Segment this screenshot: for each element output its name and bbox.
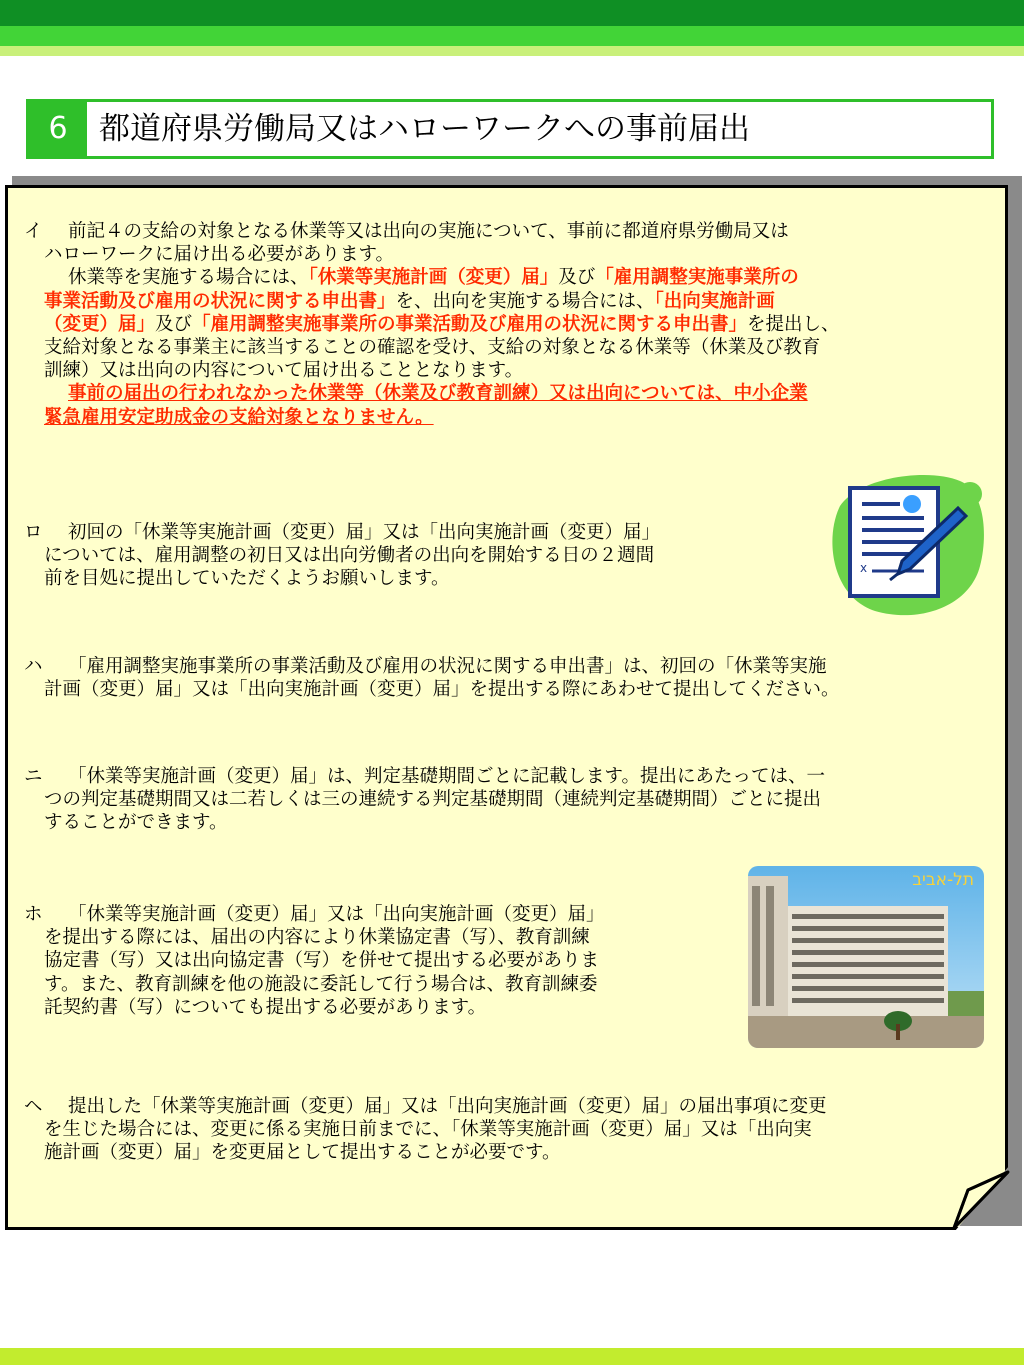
warning-text: 緊急雇用安定助成金の支給対象となりません。 bbox=[44, 406, 434, 428]
paragraph-i bbox=[24, 220, 1014, 429]
form-name-emphasis: 「雇用調整実施事業所の bbox=[595, 267, 799, 289]
text-line: 提出した「休業等実施計画（変更）届」又は「出向実施計画（変更）届」の届出事項に変更 bbox=[68, 1096, 827, 1117]
text-line: 支給対象となる事業主に該当することの確認を受け、支給の対象となる休業等（休業及び教育 bbox=[44, 337, 821, 359]
text-line: 訓練）又は出向の内容について届け出ることとなります。 bbox=[44, 360, 524, 382]
text-line: を提出する際には、届出の内容により休業協定書（写）、教育訓練 bbox=[44, 927, 590, 949]
text-run: 休業等を実施する場合には、 bbox=[68, 267, 309, 289]
text-line: 計画（変更）届」又は「出向実施計画（変更）届」を提出する際にあわせて提出してください。 bbox=[44, 679, 840, 701]
text-line: 「雇用調整実施事業所の事業活動及び雇用の状況に関する申出書」は、初回の「休業等実施 bbox=[68, 656, 827, 677]
text-run: を提出し、 bbox=[747, 313, 840, 335]
text-line: 協定書（写）又は出向協定書（写）を併せて提出する必要がありま bbox=[44, 950, 600, 972]
section-number: 6 bbox=[29, 102, 87, 156]
text-line: することができます。 bbox=[44, 812, 228, 834]
form-name-emphasis: （変更）届」 bbox=[44, 313, 156, 335]
paragraph-ni bbox=[24, 765, 1014, 835]
text-run: を、出向を実施する場合には、 bbox=[395, 290, 655, 312]
form-name-emphasis: 「休業等実施計画（変更）届」 bbox=[308, 267, 559, 289]
paragraph-marker: ヘ bbox=[24, 1096, 43, 1117]
section-title-text: 都道府県労働局又はハローワークへの事前届出 bbox=[99, 111, 750, 147]
text-line: つの判定基礎期間又は二若しくは三の連続する判定基礎期間（連続判定基礎期間）ごとに提出 bbox=[44, 789, 822, 811]
paragraph-marker: ハ bbox=[24, 656, 43, 677]
paragraph-marker: ニ bbox=[24, 766, 43, 787]
text-line bbox=[44, 313, 1014, 336]
paragraph-marker: イ bbox=[24, 221, 43, 242]
text-line: 前を目処に提出していただくようお願いします。 bbox=[44, 568, 450, 590]
paragraph-ro bbox=[24, 521, 804, 591]
text-line: 託契約書（写）についても提出する必要があります。 bbox=[44, 996, 487, 1018]
photo-caption: תל-אביב bbox=[912, 870, 974, 890]
text-line: 「休業等実施計画（変更）届」は、判定基礎期間ごとに記載します。提出にあたっては、一 bbox=[68, 766, 826, 787]
text-line bbox=[44, 290, 1014, 313]
svg-text:x: x bbox=[860, 561, 868, 575]
paragraph-marker: ホ bbox=[24, 904, 43, 925]
section-title bbox=[26, 99, 994, 159]
top-band-pale bbox=[0, 46, 1024, 56]
building-illustration bbox=[748, 866, 984, 1048]
form-name-emphasis: 事業活動及び雇用の状況に関する申出書」 bbox=[44, 290, 396, 312]
bottom-band bbox=[0, 1348, 1024, 1365]
paragraph-ho bbox=[24, 903, 734, 1019]
text-line: 施計画（変更）届」を変更届として提出することが必要です。 bbox=[44, 1142, 561, 1164]
warning-text: 事前の届出の行われなかった休業等（休業及び教育訓練）又は出向については、中小企業 bbox=[68, 383, 808, 405]
text-run: 及び bbox=[155, 313, 193, 335]
text-line: ハローワークに届け出る必要があります。 bbox=[44, 244, 395, 266]
top-band-light bbox=[0, 26, 1024, 46]
text-line: 「休業等実施計画（変更）届」又は「出向実施計画（変更）届」 bbox=[68, 904, 605, 925]
text-line: 初回の「休業等実施計画（変更）届」又は「出向実施計画（変更）届」 bbox=[68, 522, 661, 543]
top-band-dark bbox=[0, 0, 1024, 26]
text-line: す。また、教育訓練を他の施設に委託して行う場合は、教育訓練委 bbox=[44, 973, 598, 995]
text-run: 及び bbox=[558, 267, 596, 289]
signed-document-with-pen-icon bbox=[820, 466, 990, 616]
paragraph-marker: ロ bbox=[24, 522, 43, 543]
text-line: を生じた場合には、変更に係る実施日前までに、「休業等実施計画（変更）届」又は「出向実 bbox=[44, 1119, 812, 1141]
page-curl-icon bbox=[950, 1170, 1012, 1232]
paragraph-he bbox=[24, 1095, 1014, 1165]
paragraph-ha bbox=[24, 655, 1014, 701]
text-line: 前記４の支給の対象となる休業等又は出向の実施について、事前に都道府県労働局又は bbox=[68, 221, 789, 242]
text-line bbox=[68, 266, 1014, 289]
form-name-emphasis: 「雇用調整実施事業所の事業活動及び雇用の状況に関する申出書」 bbox=[192, 313, 748, 335]
form-name-emphasis: 「出向実施計画 bbox=[654, 290, 775, 312]
tel-aviv-building-photo bbox=[748, 866, 984, 1048]
text-line: については、雇用調整の初日又は出向労働者の出向を開始する日の２週間 bbox=[44, 545, 655, 567]
